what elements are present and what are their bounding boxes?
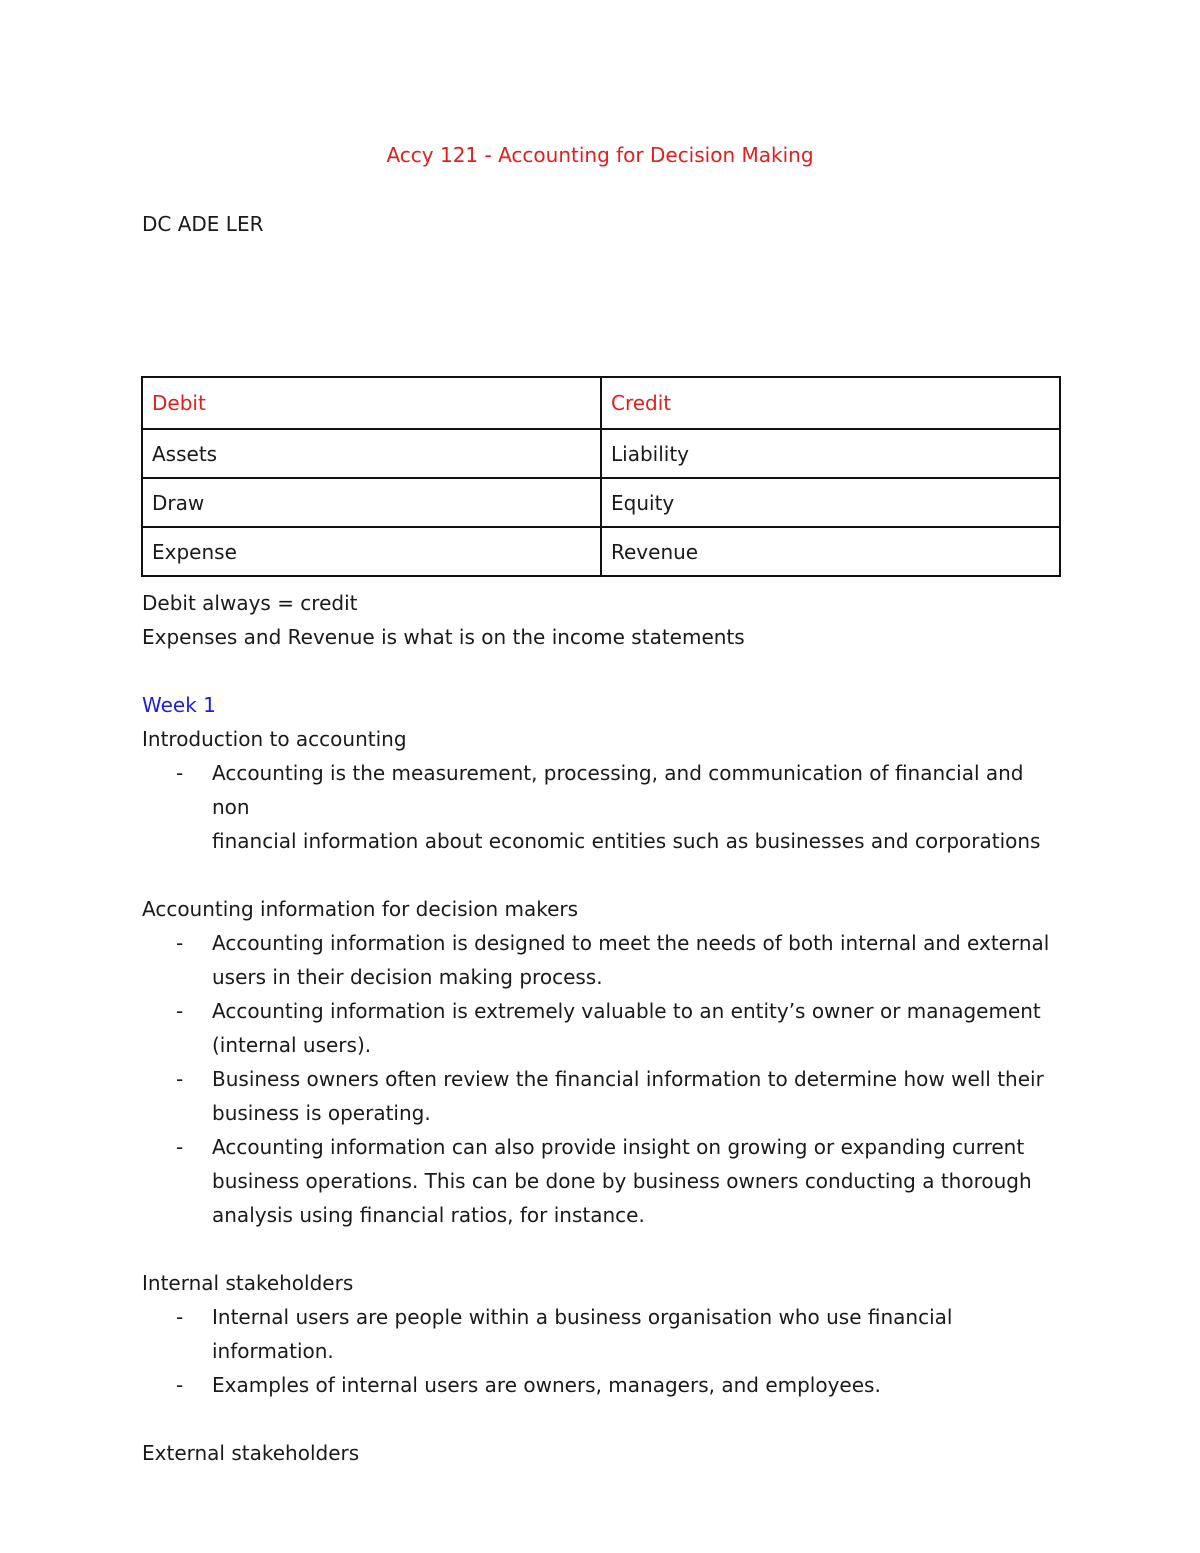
bullet-text: users in their decision making process.	[212, 965, 603, 989]
table-cell: Equity	[601, 478, 1060, 527]
bullet-text: analysis using financial ratios, for instance.	[212, 1203, 645, 1227]
bullet-text: Business owners often review the financial information to determine how well their	[212, 1067, 1044, 1091]
table-header-cell: Credit	[601, 377, 1060, 429]
bullet-item	[142, 1300, 1062, 1368]
section-heading: Introduction to accounting	[142, 727, 407, 751]
bullet-text: business operations. This can be done by business owners conducting a thorough	[212, 1169, 1032, 1193]
bullet-dash: -	[176, 761, 184, 785]
bullet-item	[142, 756, 1062, 858]
bullet-item	[142, 994, 1062, 1062]
week-heading: Week 1	[142, 693, 216, 717]
table-row	[142, 527, 1060, 576]
section-heading: Internal stakeholders	[142, 1271, 354, 1295]
note-line: Expenses and Revenue is what is on the income statements	[142, 625, 745, 649]
bullet-dash: -	[176, 1135, 184, 1159]
bullet-text: Accounting information is designed to meet the needs of both internal and external	[212, 931, 1050, 955]
bullet-dash: -	[176, 1305, 184, 1329]
debit-credit-table	[141, 376, 1061, 577]
table-header-row	[142, 377, 1060, 429]
bullet-text: Accounting is the measurement, processing, and communication of financial and non	[212, 761, 1024, 819]
note-line: Debit always = credit	[142, 591, 358, 615]
document-title: Accy 121 - Accounting for Decision Making	[386, 143, 814, 167]
bullet-text: Accounting information is extremely valuable to an entity’s owner or management	[212, 999, 1041, 1023]
document-body	[142, 586, 1062, 1470]
bullet-dash: -	[176, 1067, 184, 1091]
table-cell: Revenue	[601, 527, 1060, 576]
bullet-dash: -	[176, 999, 184, 1023]
bullet-item	[142, 1368, 1062, 1402]
table-row	[142, 429, 1060, 478]
table-header-cell: Debit	[142, 377, 601, 429]
bullet-item	[142, 1130, 1062, 1232]
bullet-dash: -	[176, 931, 184, 955]
bullet-item	[142, 926, 1062, 994]
bullet-dash: -	[176, 1373, 184, 1397]
bullet-text: business is operating.	[212, 1101, 431, 1125]
bullet-text: (internal users).	[212, 1033, 372, 1057]
bullet-text: Accounting information can also provide insight on growing or expanding current	[212, 1135, 1025, 1159]
table-cell: Liability	[601, 429, 1060, 478]
table-cell: Assets	[142, 429, 601, 478]
section-heading: External stakeholders	[142, 1441, 360, 1465]
section-heading: Accounting information for decision makers	[142, 897, 579, 921]
document-subtitle: DC ADE LER	[142, 212, 264, 236]
table-cell: Expense	[142, 527, 601, 576]
bullet-item	[142, 1062, 1062, 1130]
bullet-text: Examples of internal users are owners, managers, and employees.	[212, 1373, 881, 1397]
table-row	[142, 478, 1060, 527]
table-cell: Draw	[142, 478, 601, 527]
bullet-text: Internal users are people within a business organisation who use financial information.	[212, 1305, 953, 1363]
bullet-text: financial information about economic entities such as businesses and corporations	[212, 829, 1041, 853]
